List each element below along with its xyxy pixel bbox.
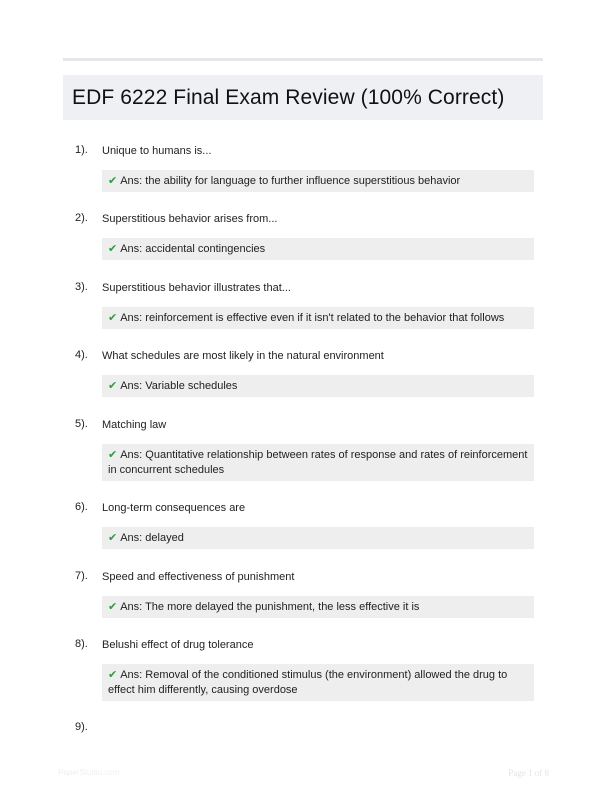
footer-watermark: PaperStudio.com [58, 768, 120, 777]
answer-box [102, 170, 534, 192]
question-number: 1). [75, 144, 88, 156]
answer-box [102, 238, 534, 260]
top-divider [63, 58, 543, 61]
question-number: 2). [75, 212, 88, 224]
question-text: Unique to humans is... [102, 145, 212, 157]
answer-box [102, 664, 534, 701]
question-number: 7). [75, 570, 88, 582]
question-text: Superstitious behavior arises from... [102, 213, 278, 225]
answer-box [102, 527, 534, 549]
check-icon: ✔ [108, 379, 118, 392]
check-icon: ✔ [108, 242, 118, 255]
question-text: Speed and effectiveness of punishment [102, 571, 295, 583]
title-banner [63, 75, 543, 120]
check-icon: ✔ [108, 600, 118, 613]
question-number: 3). [75, 281, 88, 293]
answer-text: Ans: The more delayed the punishment, the less effective it is [120, 601, 420, 613]
question-number: 4). [75, 349, 88, 361]
page-title: EDF 6222 Final Exam Review (100% Correct) [72, 85, 505, 109]
answer-text: Ans: the ability for language to further influence superstitious behavior [120, 175, 461, 187]
answer-text: Ans: delayed [120, 532, 184, 544]
answer-box [102, 307, 534, 329]
check-icon: ✔ [108, 531, 118, 544]
check-icon: ✔ [108, 174, 118, 187]
answer-text: Ans: Removal of the conditioned stimulus (the environment) allowed the drug to effect him differently, causing overdose [108, 669, 508, 696]
check-icon: ✔ [108, 448, 118, 461]
question-number: 6). [75, 501, 88, 513]
question-number: 5). [75, 418, 88, 430]
page-number: Page 1 of 8 [508, 768, 549, 778]
question-text: What schedules are most likely in the natural environment [102, 350, 384, 362]
answer-box [102, 596, 534, 618]
check-icon: ✔ [108, 311, 118, 324]
answer-text: Ans: Variable schedules [120, 380, 238, 392]
question-text: Matching law [102, 419, 167, 431]
answer-text: Ans: accidental contingencies [120, 243, 266, 255]
answer-text: Ans: Quantitative relationship between rates of response and rates of reinforcement in concurrent schedules [108, 449, 528, 476]
question-number: 9). [75, 721, 88, 733]
answer-box [102, 375, 534, 397]
question-number: 8). [75, 638, 88, 650]
check-icon: ✔ [108, 668, 118, 681]
question-text: Long-term consequences are [102, 502, 246, 514]
answer-text: Ans: reinforcement is effective even if it isn't related to the behavior that follows [120, 312, 505, 324]
answer-box [102, 444, 534, 481]
question-text: Belushi effect of drug tolerance [102, 639, 254, 651]
question-text: Superstitious behavior illustrates that... [102, 282, 291, 294]
